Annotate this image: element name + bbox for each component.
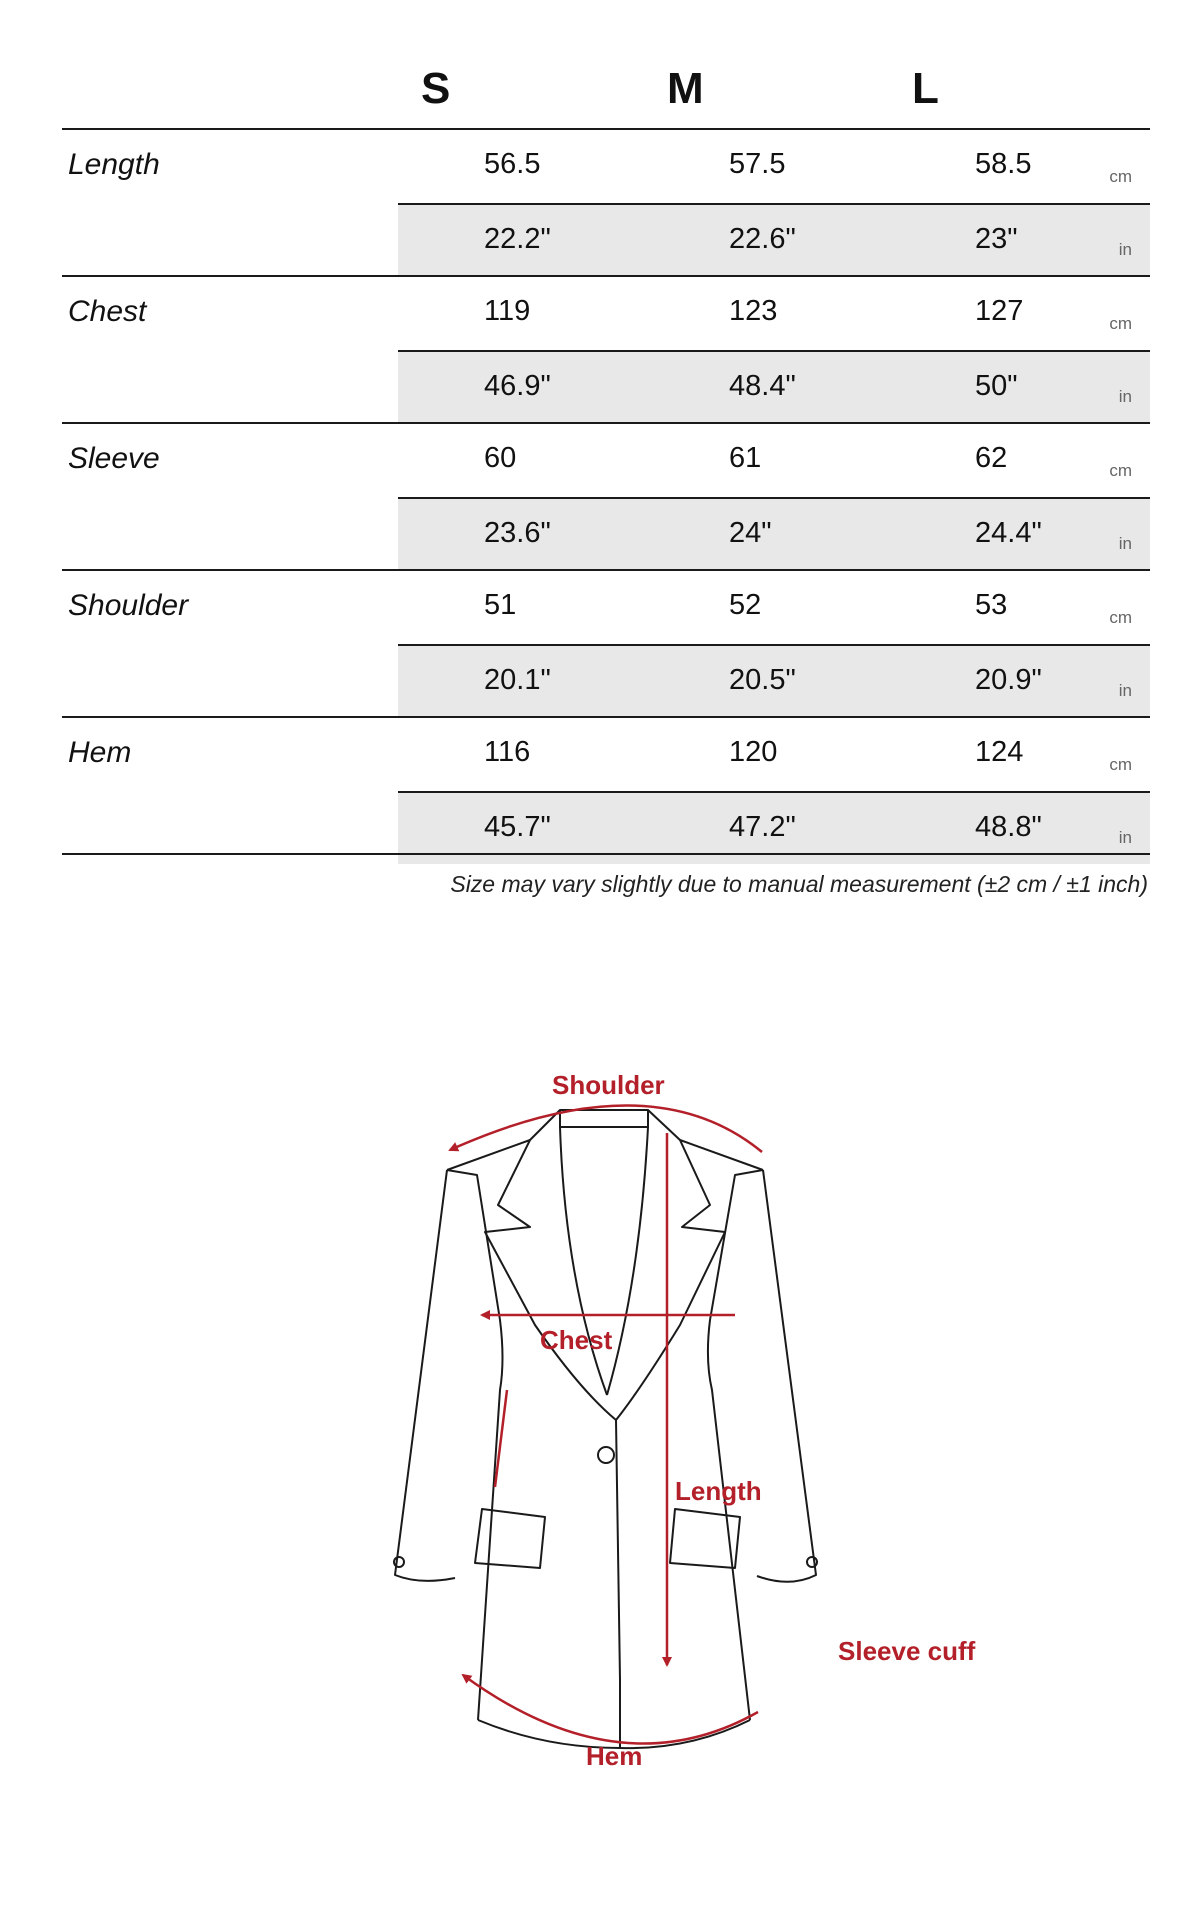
- hem-arrow: [463, 1675, 758, 1744]
- measurement-label: Sleeve: [68, 442, 160, 475]
- cm-row: [398, 571, 1150, 643]
- size-header: [0, 64, 1200, 124]
- unit-in: in: [1118, 828, 1132, 847]
- unit-in: in: [1118, 387, 1132, 406]
- value-l-cm: 124: [975, 736, 1024, 768]
- measurement-note: Size may vary slightly due to manual measurement (±2 cm / ±1 inch): [450, 871, 1148, 897]
- unit-cm: cm: [1109, 314, 1132, 333]
- hem-label: Hem: [586, 1741, 643, 1771]
- chest-label: Chest: [540, 1325, 613, 1355]
- value-m-in: 48.4": [729, 370, 796, 402]
- value-l-cm: 62: [975, 442, 1008, 474]
- unit-cm: cm: [1109, 167, 1132, 186]
- measurement-group-chest: [62, 275, 1150, 422]
- value-m-in: 24": [729, 517, 772, 549]
- in-row: [398, 203, 1150, 276]
- value-m-in: 47.2": [729, 811, 796, 843]
- value-s-cm: 116: [484, 736, 531, 768]
- size-s-heading: S: [421, 64, 451, 113]
- size-l-heading: L: [912, 64, 939, 113]
- measurement-label: Hem: [68, 736, 132, 769]
- value-s-cm: 60: [484, 442, 517, 474]
- value-l-in: 48.8": [975, 811, 1042, 843]
- unit-in: in: [1118, 534, 1132, 553]
- measurement-group-hem: [62, 716, 1150, 863]
- value-m-cm: 123: [729, 295, 778, 327]
- size-m-heading: M: [667, 64, 704, 113]
- cm-row: [398, 424, 1150, 496]
- value-l-in: 24.4": [975, 517, 1042, 549]
- jacket-diagram: [0, 1000, 1200, 1820]
- value-l-cm: 127: [975, 295, 1024, 327]
- unit-cm: cm: [1109, 608, 1132, 627]
- unit-cm: cm: [1109, 461, 1132, 480]
- value-s-cm: 51: [484, 589, 517, 621]
- value-m-cm: 61: [729, 442, 762, 474]
- unit-cm: cm: [1109, 755, 1132, 774]
- cm-row: [398, 130, 1150, 202]
- measurement-label: Length: [68, 148, 160, 181]
- value-m-in: 22.6": [729, 223, 796, 255]
- value-l-cm: 53: [975, 589, 1008, 621]
- table-bottom-rule: [62, 853, 1150, 855]
- value-m-cm: 52: [729, 589, 762, 621]
- value-s-in: 46.9": [484, 370, 551, 402]
- measurement-label: Shoulder: [68, 589, 189, 622]
- jacket-illustration: [0, 1000, 1200, 1820]
- value-s-in: 45.7": [484, 811, 551, 843]
- in-row: [398, 644, 1150, 717]
- in-row: [398, 497, 1150, 570]
- sleeve-cuff-label: Sleeve cuff: [838, 1636, 976, 1666]
- shoulder-arrow: [450, 1105, 762, 1152]
- value-s-cm: 119: [484, 295, 531, 327]
- measurement-group-shoulder: [62, 569, 1150, 716]
- size-table: [62, 128, 1150, 863]
- jacket-outline: [394, 1110, 817, 1748]
- value-l-in: 23": [975, 223, 1018, 255]
- value-l-cm: 58.5: [975, 148, 1032, 180]
- value-l-in: 20.9": [975, 664, 1042, 696]
- measurement-label: Chest: [68, 295, 147, 328]
- unit-in: in: [1118, 240, 1132, 259]
- value-s-in: 20.1": [484, 664, 551, 696]
- shoulder-label: Shoulder: [552, 1070, 665, 1100]
- cm-row: [398, 718, 1150, 790]
- value-m-cm: 57.5: [729, 148, 786, 180]
- length-label: Length: [675, 1476, 762, 1506]
- unit-in: in: [1118, 681, 1132, 700]
- measurement-group-length: [62, 128, 1150, 275]
- value-m-in: 20.5": [729, 664, 796, 696]
- value-s-in: 22.2": [484, 223, 551, 255]
- value-s-cm: 56.5: [484, 148, 541, 180]
- value-l-in: 50": [975, 370, 1018, 402]
- in-row: [398, 350, 1150, 423]
- value-m-cm: 120: [729, 736, 778, 768]
- value-s-in: 23.6": [484, 517, 551, 549]
- cm-row: [398, 277, 1150, 349]
- measurement-group-sleeve: [62, 422, 1150, 569]
